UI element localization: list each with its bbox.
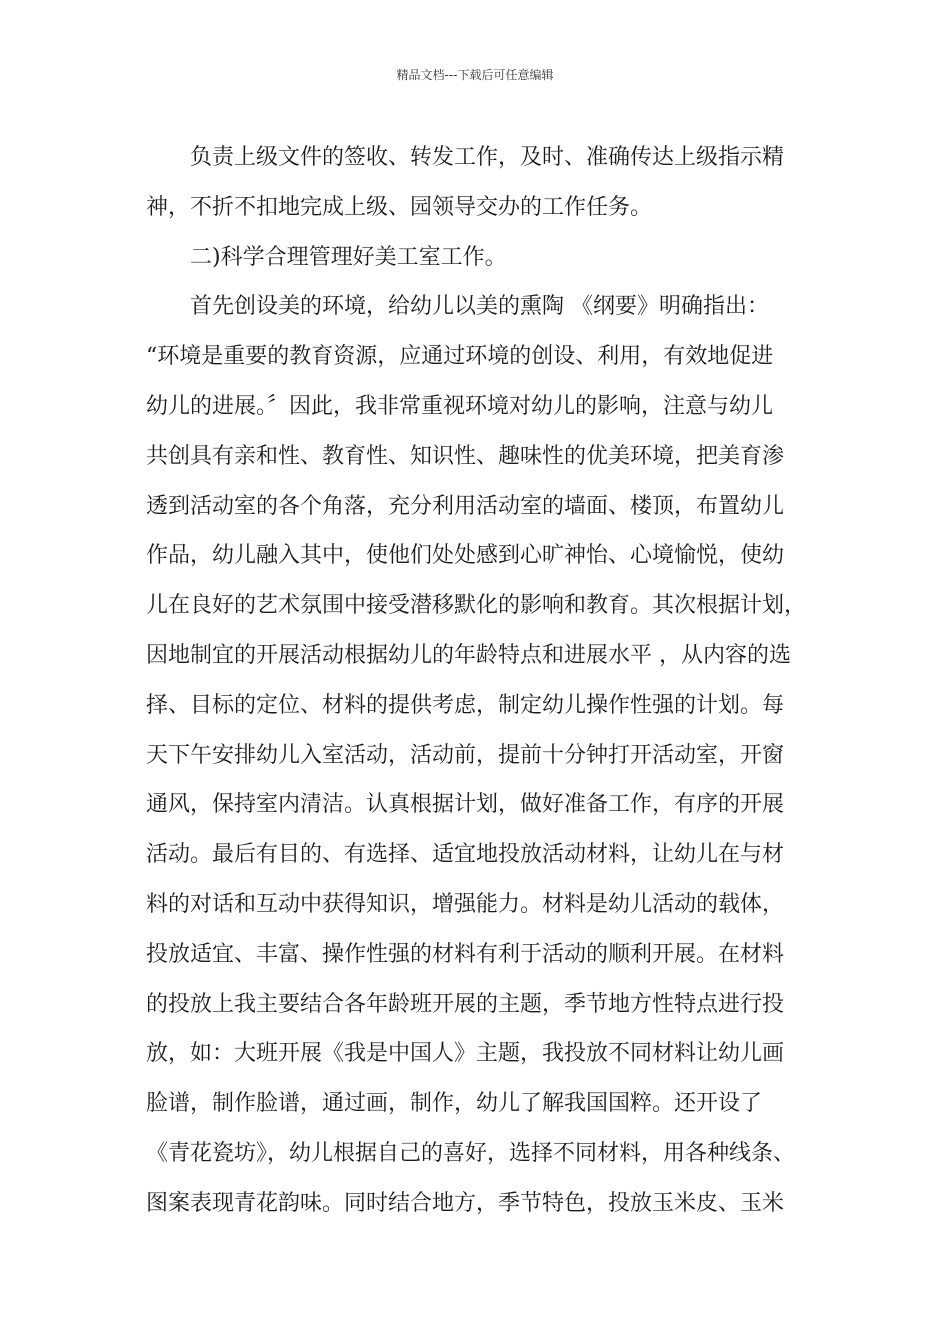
text-line: 二)科学合理管理好美工室工作。: [190, 244, 507, 270]
text-line: 择、目标的定位、材料的提供考虑，制定幼儿操作性强的计划。每: [146, 692, 785, 718]
text-line: 《青花瓷坊》，幼儿根据自己的喜好，选择不同材料，用各种线条、: [146, 1140, 796, 1166]
text-line: 神，不折不扣地完成上级、园领导交办的工作任务。: [146, 194, 653, 220]
text-line: 天下午安排幼儿入室活动，活动前，提前十分钟打开活动室，开窗: [146, 742, 785, 768]
page-header: 精品文档---下载后可任意编辑: [396, 68, 554, 82]
text-line: 图案表现青花韵味。同时结合地方，季节特色，投放玉米皮、玉米: [146, 1190, 785, 1216]
text-line: “环境是重要的教育资源，应通过环境的创设、利用，有效地促进: [146, 344, 774, 370]
text-line: 幼儿的进展。〞因此，我非常重视环境对幼儿的影响，注意与幼儿: [146, 393, 774, 419]
text-line: 透到活动室的各个角落，充分利用活动室的墙面、楼顶，布置幼儿: [146, 493, 785, 519]
text-line: 活动。最后有目的、有选择、适宜地投放活动材料，让幼儿在与材: [146, 842, 785, 868]
text-line: 儿在良好的艺术氛围中接受潜移默化的影响和教育。其次根据计划，: [146, 593, 807, 619]
text-line: 放，如：大班开展《我是中国人》主题，我投放不同材料让幼儿画: [146, 1041, 785, 1067]
text-line: 投放适宜、丰富、操作性强的材料有利于活动的顺利开展。在材料: [146, 941, 785, 967]
text-line: 通风，保持室内清洁。认真根据计划，做好准备工作，有序的开展: [146, 792, 785, 818]
text-line: 负责上级文件的签收、转发工作，及时、准确传达上级指示精: [190, 145, 785, 170]
text-line: 共创具有亲和性、教育性、知识性、趣味性的优美环境，把美育渗: [146, 443, 785, 469]
text-line: 料的对话和互动中获得知识，增强能力。材料是幼儿活动的载体，: [146, 891, 785, 917]
text-line: 首先创设美的环境，给幼儿以美的熏陶 《纲要》明确指出：: [190, 294, 769, 320]
text-line: 因地制宜的开展活动根据幼儿的年龄特点和进展水平 ，从内容的选: [146, 642, 791, 668]
text-line: 脸谱，制作脸谱，通过画，制作，幼儿了解我国国粹。还开设了: [146, 1091, 763, 1117]
text-line: 作品，幼儿融入其中，使他们处处感到心旷神怡、心境愉悦，使幼: [146, 543, 785, 569]
text-line: 的投放上我主要结合各年龄班开展的主题，季节地方性特点进行投: [146, 991, 785, 1017]
body-text: [146, 133, 826, 1229]
